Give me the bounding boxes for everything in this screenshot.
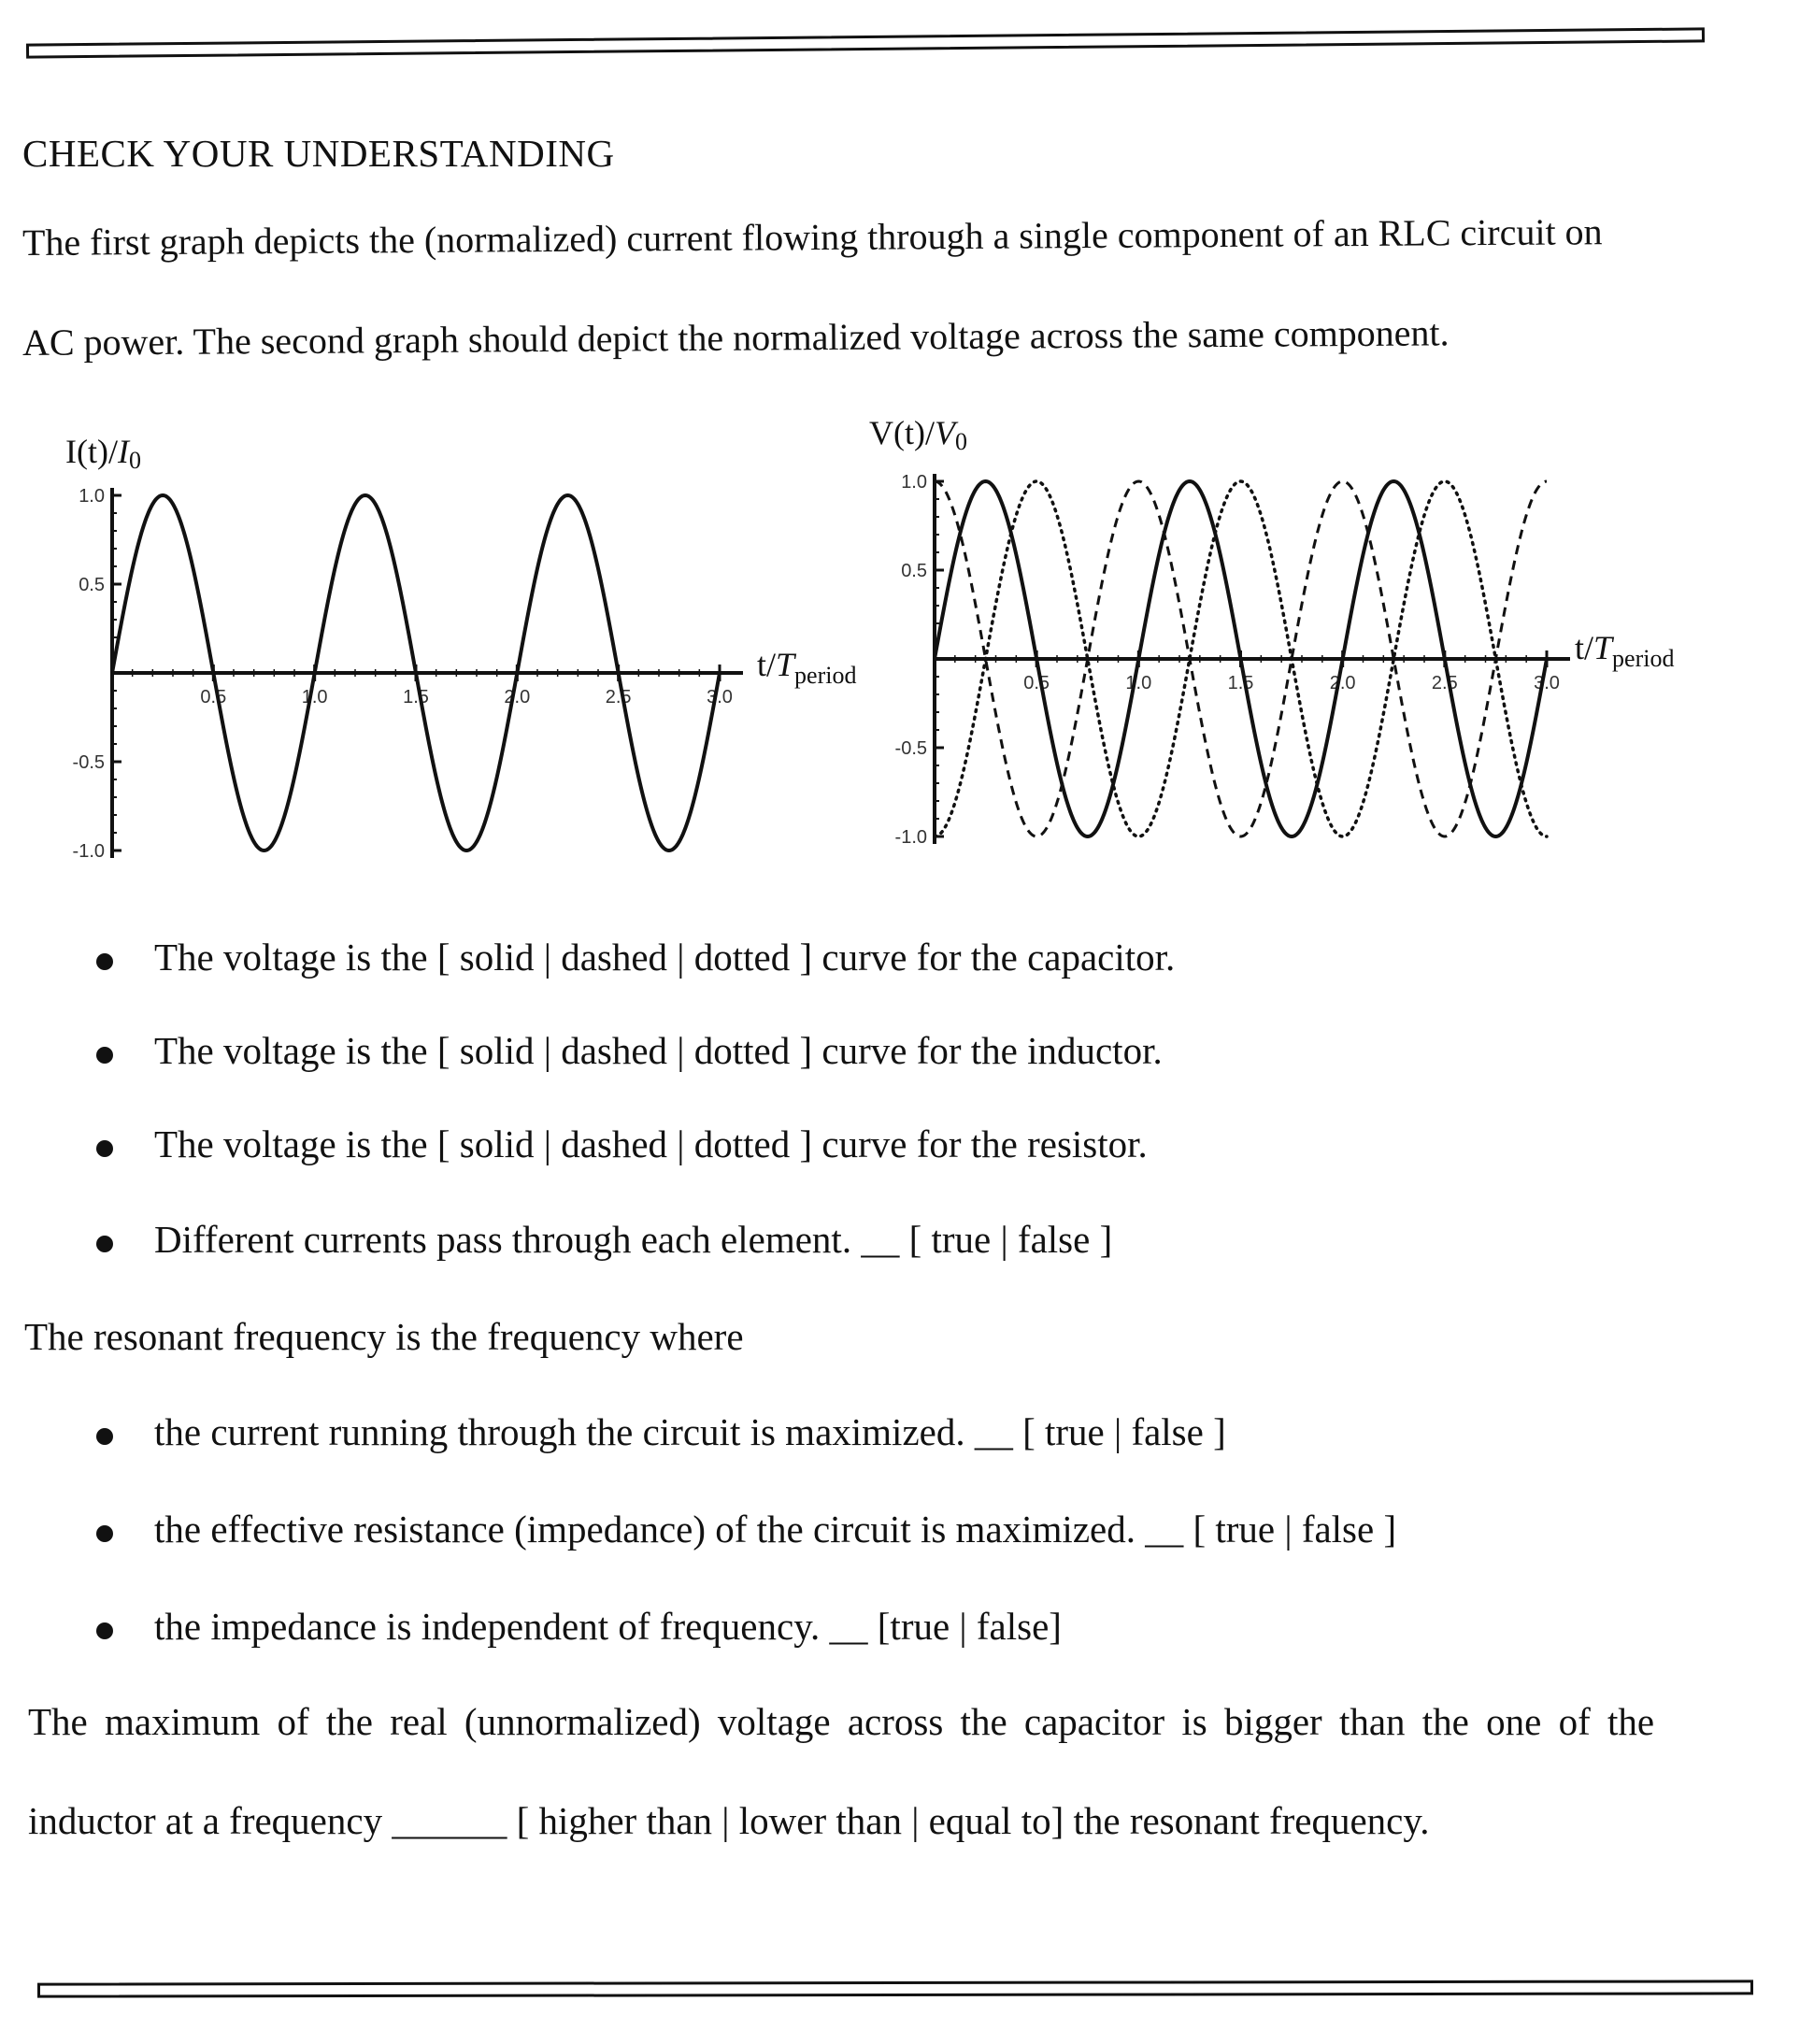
x-tick-label: 2.5 xyxy=(605,687,632,708)
question-capacitor: The voltage is the [ solid | dashed | dotted ] curve for the capacitor. xyxy=(154,936,1176,979)
y-tick-label: -0.5 xyxy=(894,738,927,759)
resonance-intro: The resonant frequency is the frequency where xyxy=(24,1315,744,1358)
x-tick-label: 2.0 xyxy=(504,687,531,708)
resonance-current: the current running through the circuit is maximized. __ [ true | false ] xyxy=(154,1410,1226,1453)
x-tick-label: 1.5 xyxy=(1227,673,1254,693)
x-tick-label: 3.0 xyxy=(707,687,733,708)
resonance-impedance: the effective resistance (impedance) of the circuit is maximized. __ [ true | false ] xyxy=(154,1508,1397,1551)
y-tick-label: 0.5 xyxy=(901,561,927,581)
y-tick-label: 0.5 xyxy=(79,575,105,595)
current-chart xyxy=(47,425,888,893)
question-inductor: The voltage is the [ solid | dashed | dotted ] curve for the inductor. xyxy=(154,1029,1163,1072)
x-tick-label: 1.0 xyxy=(1125,673,1152,693)
intro-line-2: AC power. The second graph should depict the normalized voltage across the same component. xyxy=(21,311,1450,364)
y-axis-label: V(t)/V0 xyxy=(869,414,967,455)
x-tick-label: 1.5 xyxy=(403,687,429,708)
x-tick-label: 0.5 xyxy=(1023,673,1050,693)
intro-line-1: The first graph depicts the (normalized) current flowing through a single component of an RLC circuit on xyxy=(21,210,1603,264)
y-tick-label: 1.0 xyxy=(79,486,105,507)
x-tick-label: 1.0 xyxy=(301,687,328,708)
y-tick-label: 1.0 xyxy=(901,472,927,493)
resonance-independent: the impedance is independent of frequency. __ [true | false] xyxy=(154,1605,1062,1648)
bottom-rule xyxy=(37,1980,1753,1997)
x-axis-label: $t/T_{period}$ xyxy=(757,646,857,689)
final-line-2: inductor at a frequency ______ [ higher than | lower than | equal to] the resonant frequency. xyxy=(28,1799,1430,1842)
top-rule xyxy=(26,27,1705,58)
voltage-chart xyxy=(869,411,1710,860)
section-heading: CHECK YOUR UNDERSTANDING xyxy=(22,132,615,175)
question-resistor: The voltage is the [ solid | dashed | dotted ] curve for the resistor. xyxy=(154,1122,1148,1165)
y-tick-label: -0.5 xyxy=(72,752,105,773)
y-axis-label: I(t)/I0 xyxy=(65,433,141,474)
x-tick-label: 2.5 xyxy=(1431,673,1458,693)
y-tick-label: -1.0 xyxy=(894,827,927,848)
final-line-1: The maximum of the real (unnormalized) voltage across the capacitor is bigger than the one of the xyxy=(28,1700,1655,1743)
question-currents: Different currents pass through each element. __ [ true | false ] xyxy=(154,1218,1113,1261)
x-tick-label: 0.5 xyxy=(200,687,227,708)
x-tick-label: 2.0 xyxy=(1329,673,1356,693)
x-tick-label: 3.0 xyxy=(1534,673,1560,693)
y-tick-label: -1.0 xyxy=(72,841,105,862)
x-axis-label: $t/T_{period}$ xyxy=(1575,629,1675,672)
